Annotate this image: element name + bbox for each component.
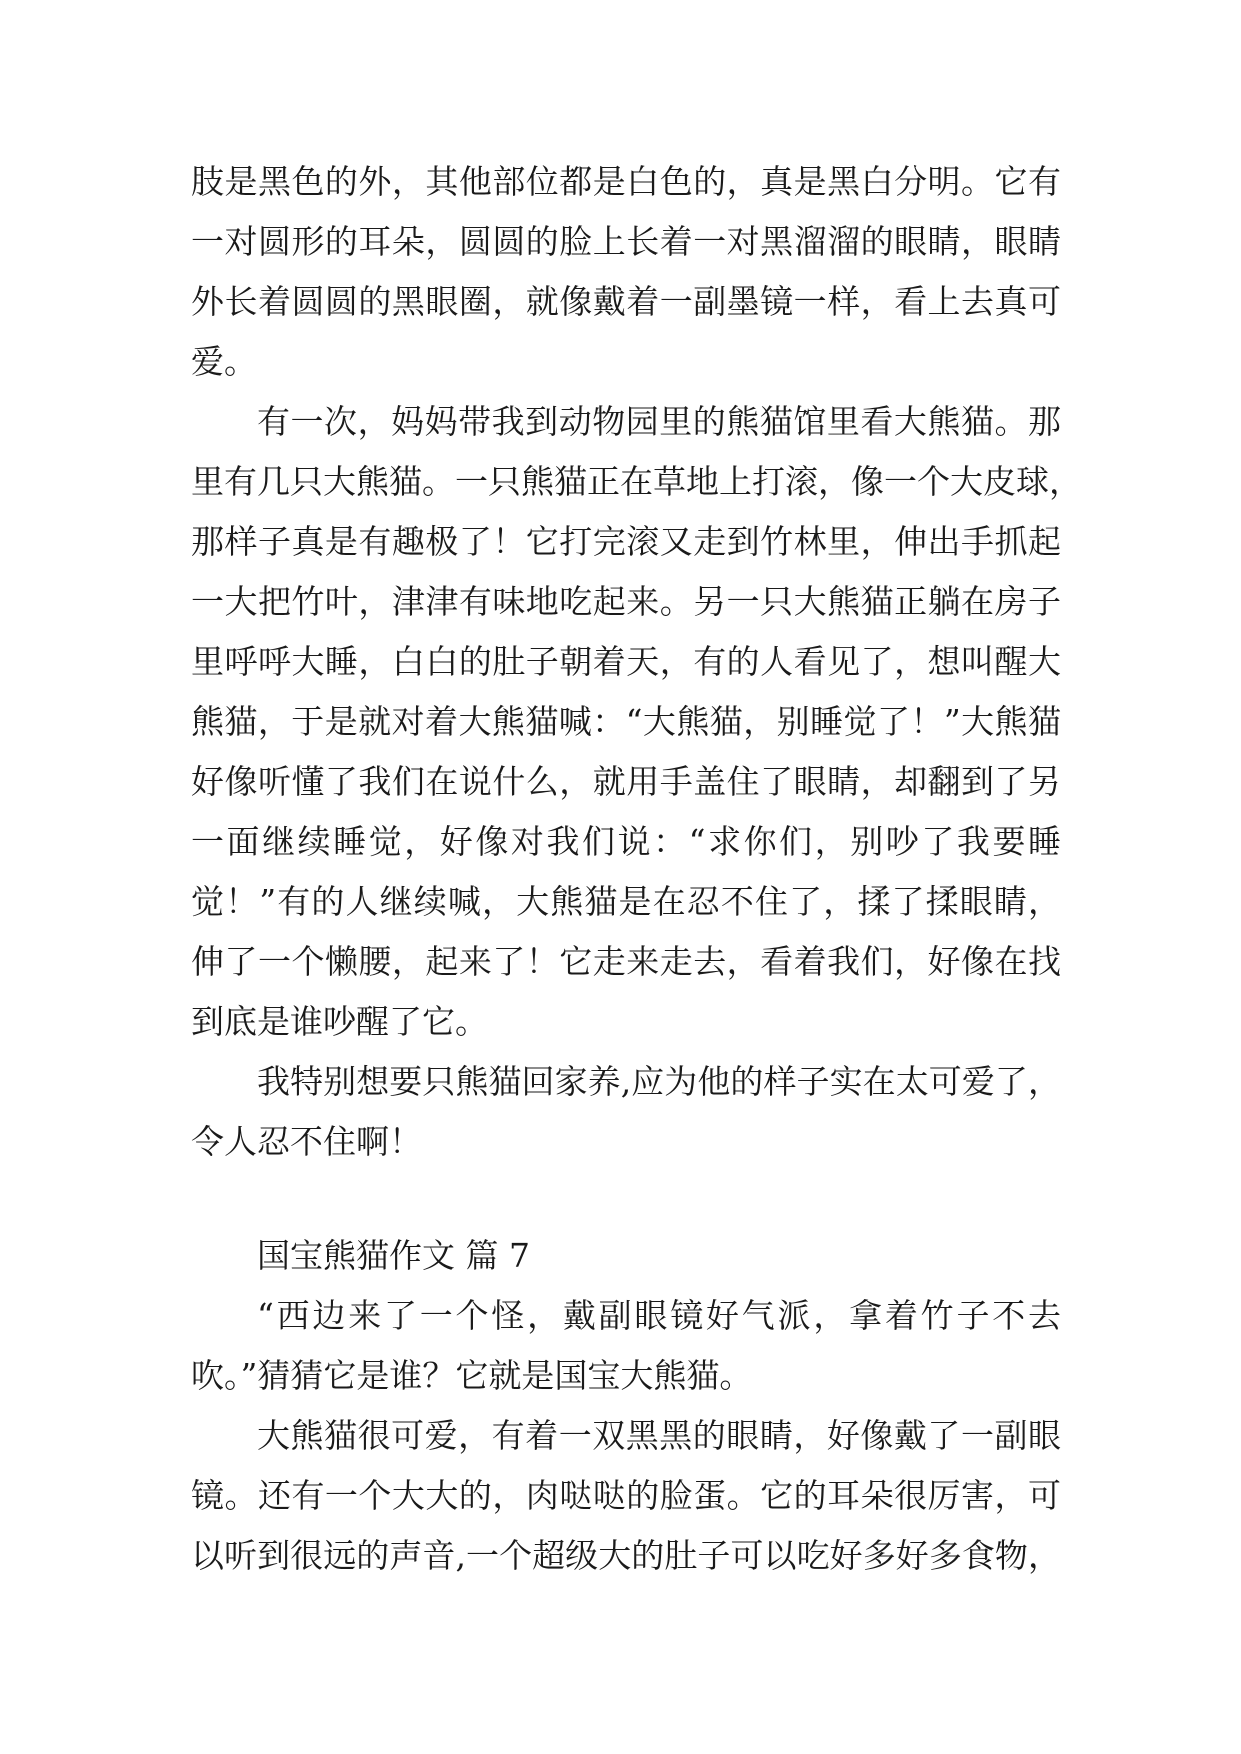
paragraph-5-line-1: 大熊猫很可爱，有着一双黑黑的眼睛，好像戴了一副眼 <box>257 1416 1061 1455</box>
paragraph-2-line-3: 那样子真是有趣极了！它打完滚又走到竹林里，伸出手抓起 <box>191 522 1061 561</box>
paragraph-2-line-10: 伸了一个懒腰，起来了！它走来走去，看着我们，好像在找 <box>191 942 1061 981</box>
paragraph-2-line-7: 好像听懂了我们在说什么，就用手盖住了眼睛，却翻到了另 <box>191 762 1061 801</box>
paragraph-2-line-4: 一大把竹叶，津津有味地吃起来。另一只大熊猫正躺在房子 <box>191 582 1061 621</box>
paragraph-2-line-9: 觉！”有的人继续喊，大熊猫是在忍不住了，揉了揉眼睛， <box>191 882 1061 921</box>
paragraph-4-line-2: 吹。”猜猜它是谁？它就是国宝大熊猫。 <box>191 1356 753 1395</box>
paragraph-2-line-11: 到底是谁吵醒了它。 <box>191 1002 488 1041</box>
paragraph-2-line-5: 里呼呼大睡，白白的肚子朝着天，有的人看见了，想叫醒大 <box>191 642 1061 681</box>
paragraph-2-line-2: 里有几只大熊猫。一只熊猫正在草地上打滚，像一个大皮球， <box>191 462 1082 501</box>
paragraph-2-line-6: 熊猫，于是就对着大熊猫喊：“大熊猫，别睡觉了！”大熊猫 <box>191 702 1061 741</box>
paragraph-4-line-1: “西边来了一个怪，戴副眼镜好气派，拿着竹子不去 <box>257 1296 1061 1335</box>
section-heading: 国宝熊猫作文 篇 7 <box>257 1236 530 1275</box>
paragraph-1-line-2: 一对圆形的耳朵，圆圆的脸上长着一对黑溜溜的眼睛，眼睛 <box>191 222 1061 261</box>
paragraph-1-line-1: 肢是黑色的外，其他部位都是白色的，真是黑白分明。它有 <box>191 162 1061 201</box>
paragraph-2-line-8: 一面继续睡觉，好像对我们说：“求你们，别吵了我要睡 <box>191 822 1061 861</box>
paragraph-1-line-3: 外长着圆圆的黑眼圈，就像戴着一副墨镜一样，看上去真可 <box>191 282 1061 321</box>
paragraph-5-line-3: 以听到很远的声音,一个超级大的肚子可以吃好多好多食物， <box>191 1536 1061 1575</box>
paragraph-1-line-4: 爱。 <box>191 342 257 381</box>
paragraph-3-line-2: 令人忍不住啊！ <box>191 1122 422 1161</box>
paragraph-5-line-2: 镜。还有一个大大的，肉哒哒的脸蛋。它的耳朵很厉害，可 <box>191 1476 1061 1515</box>
paragraph-2-line-1: 有一次，妈妈带我到动物园里的熊猫馆里看大熊猫。那 <box>257 402 1061 441</box>
paragraph-3-line-1: 我特别想要只熊猫回家养,应为他的样子实在太可爱了， <box>257 1062 1061 1101</box>
